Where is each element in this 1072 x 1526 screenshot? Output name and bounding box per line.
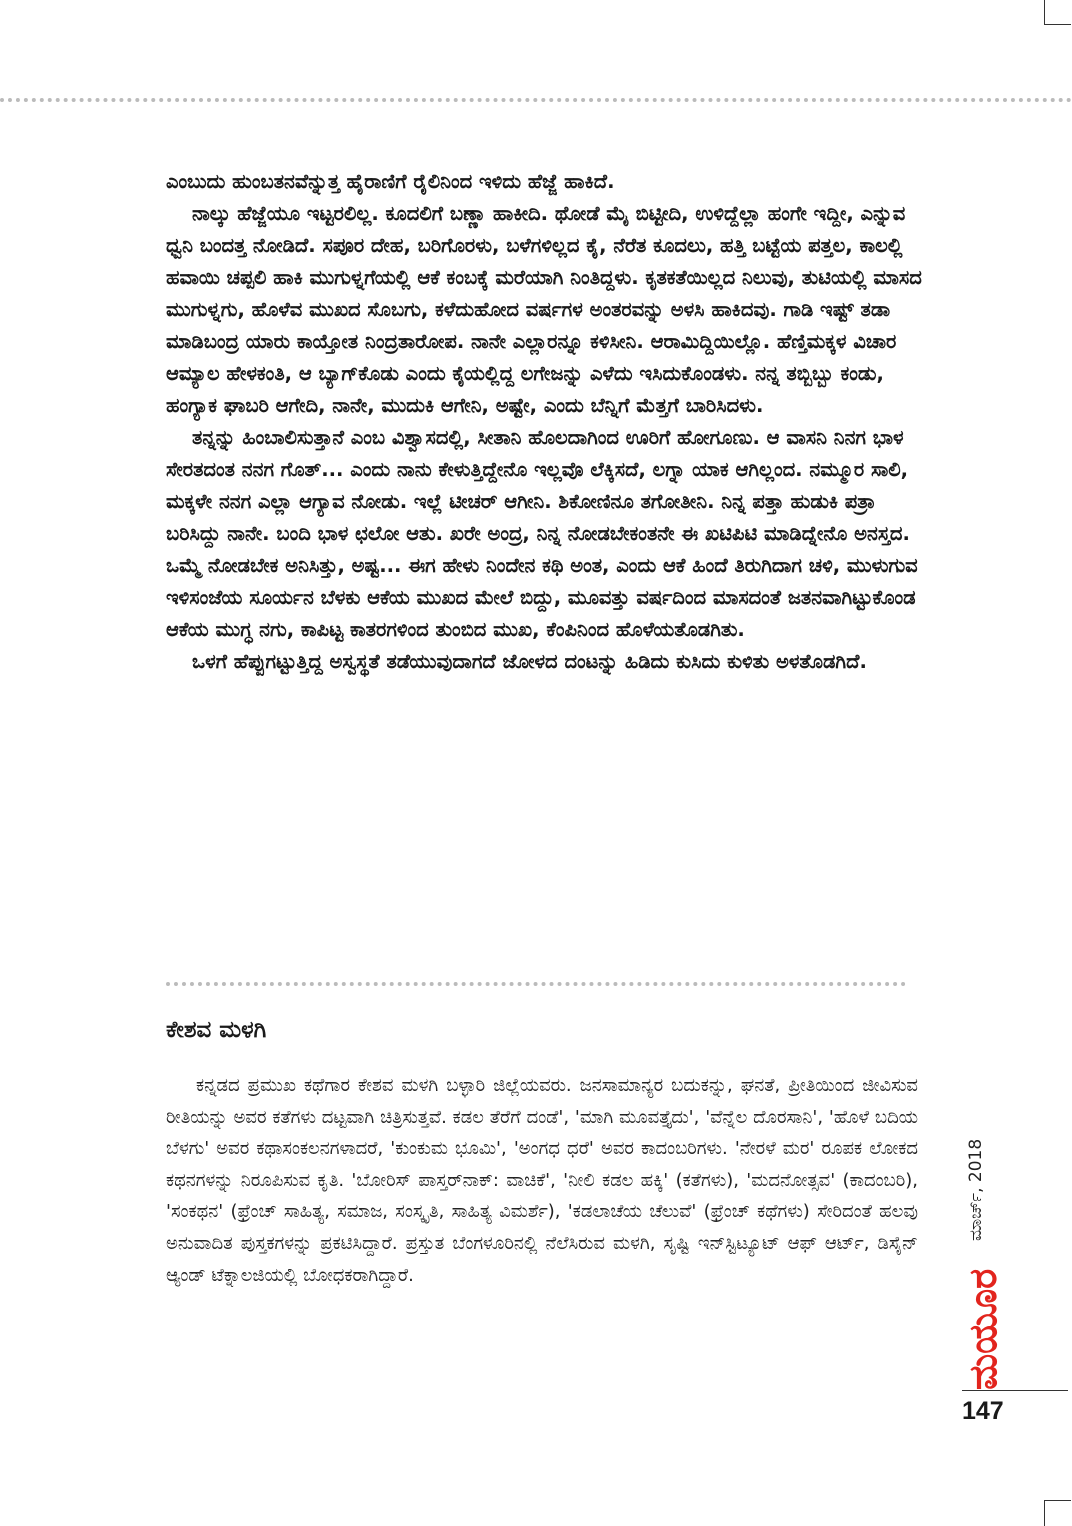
crop-mark-bottom-right: [1044, 1500, 1071, 1526]
author-bio-title: ಕೇಶವ ಮಳಗಿ: [166, 1017, 267, 1043]
section-dotted-rule: [166, 982, 906, 986]
page-number: 147: [962, 1397, 1004, 1425]
issue-date: ಮಾರ್ಚ್, 2018: [966, 1138, 986, 1242]
author-bio-text: ಕನ್ನಡದ ಪ್ರಮುಖ ಕಥೆಗಾರ ಕೇಶವ ಮಳಗಿ ಬಳ್ಳಾರಿ ಜಿಲ್ಲೆಯವರು. ಜನಸಾಮಾನ್ಯರ ಬದುಕನ್ನು, ಘನತೆ, ಪ್ರೀತಿಯಿಂದ ಜೀವಿಸುವ ರೀತಿಯನ್ನು ಅವರ ಕತೆಗಳು ದಟ್ಟವಾಗಿ ಚಿತ್ರಿಸುತ್ತವೆ. ಕಡಲ ತೆರೆಗೆ ದಂಡೆ', 'ಮಾಗಿ ಮೂವತ್ತೈದು', 'ವೆನ್ನೆಲ ದೊರಸಾನಿ', 'ಹೊಳೆ ಬದಿಯ ಬೆಳಗು' ಅವರ ಕಥಾಸಂಕಲನಗಳಾದರೆ, 'ಕುಂಕುಮ ಭೂಮಿ', 'ಅಂಗಧ ಧರೆ' ಅವರ ಕಾದಂಬರಿಗಳು. 'ನೇರಳೆ ಮರ' ರೂಪಕ ಲೋಕದ ಕಥನಗಳನ್ನು ನಿರೂಪಿಸುವ ಕೃತಿ. 'ಬೋರಿಸ್ ಪಾಸ್ತರ್‌ನಾಕ್: ವಾಚಿಕೆ', 'ನೀಲಿ ಕಡಲ ಹಕ್ಕಿ' (ಕತೆಗಳು), 'ಮದನೋತ್ಸವ' (ಕಾದಂಬರಿ), 'ಸಂಕಥನ' (ಫ್ರೆಂಚ್ ಸಾಹಿತ್ಯ, ಸಮಾಜ, ಸಂಸ್ಕೃತಿ, ಸಾಹಿತ್ಯ ವಿಮರ್ಶೆ), 'ಕಡಲಾಚೆಯ ಚೆಲುವೆ' (ಫ್ರೆಂಚ್ ಕಥೆಗಳು) ಸೇರಿದಂತೆ ಹಲವು ಅನುವಾದಿತ ಪುಸ್ತಕಗಳನ್ನು ಪ್ರಕಟಿಸಿದ್ದಾರೆ. ಪ್ರಸ್ತುತ ಬೆಂಗಳೂರಿನಲ್ಲಿ ನೆಲೆಸಿರುವ ಮಳಗಿ, ಸೃಷ್ಟಿ ಇನ್‌ಸ್ಟಿಟ್ಯೂಟ್ ಆಫ್ ಆರ್ಟ್, ಡಿಸೈನ್ ಆ್ಯಂಡ್ ಟೆಕ್ನಾಲಜಿಯಲ್ಲಿ ಬೋಧಕರಾಗಿದ್ದಾರೆ.: [166, 1075, 918, 1286]
magazine-masthead: ಮಯೂರ: [961, 1268, 1005, 1390]
story-text: [166, 166, 926, 678]
story-paragraph-1: ಎಂಬುದು ಹುಂಬತನವೆನ್ನುತ್ತ ಹೈರಾಣಿಗೆ ರೈಲಿನಿಂದ ಇಳಿದು ಹೆಜ್ಜೆ ಹಾಕಿದೆ.: [166, 170, 615, 193]
top-dotted-rule: [0, 98, 1072, 102]
page-number-rule: [962, 1390, 1068, 1391]
story-paragraph-4: ಒಳಗೆ ಹೆಪ್ಪುಗಟ್ಟುತ್ತಿದ್ದ ಅಸ್ವಸ್ಥತೆ ತಡೆಯುವುದಾಗದೆ ಜೋಳದ ದಂಟನ್ನು ಹಿಡಿದು ಕುಸಿದು ಕುಳಿತು ಅಳತೊಡಗಿದೆ.: [192, 650, 867, 673]
story-paragraph-3: ತನ್ನನ್ನು ಹಿಂಬಾಲಿಸುತ್ತಾನೆ ಎಂಬ ವಿಶ್ವಾಸದಲ್ಲಿ, ಸೀತಾನಿ ಹೊಲದಾಗಿಂದ ಊರಿಗೆ ಹೋಗೂಣು. ಆ ವಾಸನಿ ನಿನಗ ಭಾಳ ಸೇರತದಂತ ನನಗ ಗೊತ್... ಎಂದು ನಾನು ಕೇಳುತ್ತಿದ್ದೇನೊ ಇಲ್ಲವೊ ಲೆಕ್ಕಿಸದೆ, ಲಗ್ನಾ ಯಾಕ ಆಗಿಲ್ಲಂದ. ನಮ್ಮೂರ ಸಾಲಿ, ಮಕ್ಕಳೇ ನನಗ ಎಲ್ಲಾ ಆಗ್ಯಾವ ನೋಡು. ಇಲ್ಲೆ ಟೀಚರ್ ಆಗೀನಿ. ಶಿಕೋಣಿನೂ ತಗೋತೀನಿ. ನಿನ್ನ ಪತ್ತಾ ಹುಡುಕಿ ಪತ್ರಾ ಬರಿಸಿದ್ದು ನಾನೇ. ಬಂದಿ ಭಾಳ ಛಲೋ ಆತು. ಖರೇ ಅಂದ್ರ, ನಿನ್ನ ನೋಡಬೇಕಂತನೇ ಈ ಖಟಿಪಿಟಿ ಮಾಡಿದ್ನೇನೊ ಅನಸ್ತದ. ಒಮ್ಮೆ ನೋಡಬೇಕ ಅನಿಸಿತ್ತು, ಅಷ್ಟ... ಈಗ ಹೇಳು ನಿಂದೇನ ಕಥಿ ಅಂತ, ಎಂದು ಆಕೆ ಹಿಂದೆ ತಿರುಗಿದಾಗ ಚಳಿ, ಮುಳುಗುವ ಇಳಿಸಂಜೆಯ ಸೂರ್ಯನ ಬೆಳಕು ಆಕೆಯ ಮುಖದ ಮೇಲೆ ಬಿದ್ದು, ಮೂವತ್ತು ವರ್ಷದಿಂದ ಮಾಸದಂತೆ ಜತನವಾಗಿಟ್ಟುಕೊಂಡ ಆಕೆಯ ಮುಗ್ಧ ನಗು, ಕಾಪಿಟ್ಟ ಕಾತರಗಳಿಂದ ತುಂಬಿದ ಮುಖ, ಕೆಂಪಿನಿಂದ ಹೊಳೆಯತೊಡಗಿತು.: [166, 426, 918, 641]
story-paragraph-2: ನಾಲ್ಕು ಹೆಜ್ಜೆಯೂ ಇಟ್ಟರಲಿಲ್ಲ. ಕೂದಲಿಗೆ ಬಣ್ಣಾ ಹಾಕೀದಿ. ಥೋಡೆ ಮೈ ಬಿಟ್ಟೀದಿ, ಉಳಿದ್ದೆಲ್ಲಾ ಹಂಗೇ ಇದ್ದೀ, ಎನ್ನುವ ಧ್ವನಿ ಬಂದತ್ತ ನೋಡಿದೆ. ಸಪೂರ ದೇಹ, ಬರಿಗೊರಳು, ಬಳೆಗಳಿಲ್ಲದ ಕೈ, ನೆರೆತ ಕೂದಲು, ಹತ್ತಿ ಬಟ್ಟೆಯ ಪತ್ತಲ, ಕಾಲಲ್ಲಿ ಹವಾಯಿ ಚಪ್ಪಲಿ ಹಾಕಿ ಮುಗುಳ್ನಗೆಯಲ್ಲಿ ಆಕೆ ಕಂಬಕ್ಕೆ ಮರೆಯಾಗಿ ನಿಂತಿದ್ದಳು. ಕೃತಕತೆಯಿಲ್ಲದ ನಿಲುವು, ತುಟಿಯಲ್ಲಿ ಮಾಸದ ಮುಗುಳ್ನಗು, ಹೊಳೆವ ಮುಖದ ಸೊಬಗು, ಕಳೆದುಹೋದ ವರ್ಷಗಳ ಅಂತರವನ್ನು ಅಳಸಿ ಹಾಕಿದವು. ಗಾಡಿ ಇಷ್ಟ್ ತಡಾ ಮಾಡಿಬಂದ್ರ ಯಾರು ಕಾಯ್ತೋತ ನಿಂದ್ರತಾರೋಪ. ನಾನೇ ಎಲ್ಲಾರನ್ನೂ ಕಳಿಸೀನಿ. ಆರಾಮಿದ್ದಿಯಿಲ್ಲೊ. ಹೆಣ್ತಿಮಕ್ಕಳ ವಿಚಾರ ಆಮ್ಯಾಲ ಹೇಳಕಂತಿ, ಆ ಬ್ಯಾಗ್‌ಕೊಡು ಎಂದು ಕೈಯಲ್ಲಿದ್ದ ಲಗೇಜನ್ನು ಎಳೆದು ಇಸಿದುಕೊಂಡಳು. ನನ್ನ ತಬ್ಬಿಬ್ಬು ಕಂಡು, ಹಂಗ್ಯಾಕ ಘಾಬರಿ ಆಗೇದಿ, ನಾನೇ, ಮುದುಕಿ ಆಗೇನಿ, ಅಷ್ಟೇ, ಎಂದು ಬೆನ್ನಿಗೆ ಮೆತ್ತಗೆ ಬಾರಿಸಿದಳು.: [166, 202, 922, 417]
crop-mark-top-right: [1044, 0, 1071, 25]
